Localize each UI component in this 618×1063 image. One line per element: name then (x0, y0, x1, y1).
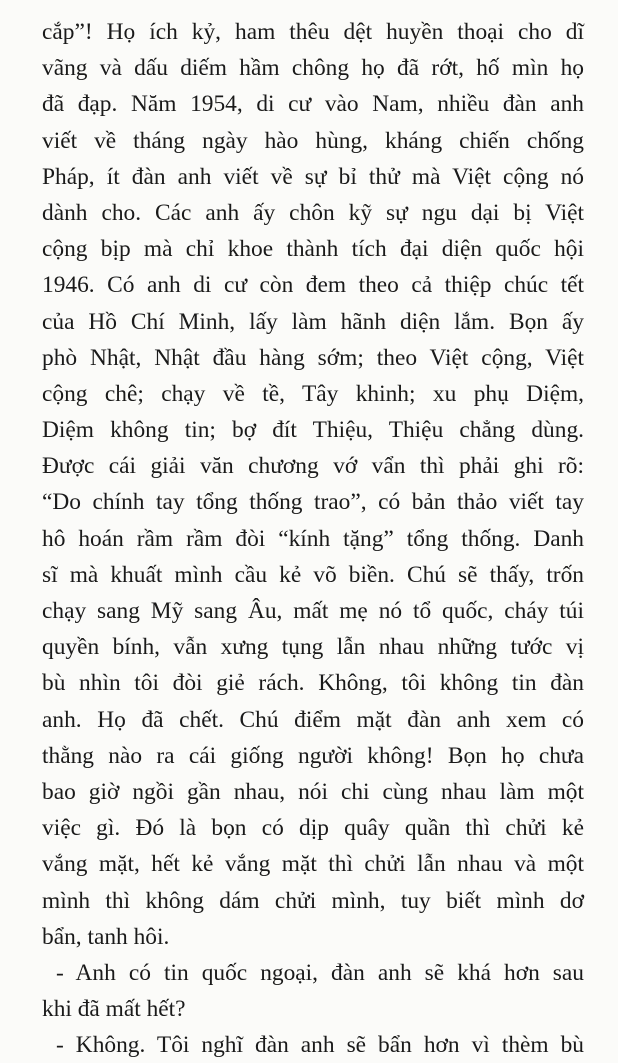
text-line: Diệm không tin; bợ đít Thiệu, Thiệu chẳng dùng. (42, 417, 584, 444)
text-line: quyền bính, vẫn xưng tụng lẫn nhau những tước vị (42, 634, 584, 661)
text-line: thằng nào ra cái giống người không! Bọn họ chưa (42, 742, 584, 769)
text-line: cắp”! Họ ích kỷ, ham thêu dệt huyền thoại cho dĩ (42, 19, 584, 45)
text-line: 1946. Có anh di cư còn đem theo cả thiệp chúc tết (42, 272, 584, 299)
text-line: Được cái giải văn chương vớ vẩn thì phải ghi rõ: (42, 453, 584, 480)
text-line: cộng bịp mà chỉ khoe thành tích đại diện quốc hội (42, 236, 584, 263)
text-line: dành cho. Các anh ấy chôn kỹ sự ngu dại bị Việt (42, 199, 584, 226)
text-line: hô hoán rầm rầm đòi “kính tặng” tổng thống. Danh (42, 525, 584, 552)
text-line: anh. Họ đã chết. Chú điểm mặt đàn anh xem có (42, 706, 584, 733)
text-line: vãng và dấu diếm hầm chông họ đã rớt, hố mìn họ (42, 55, 584, 82)
text-line: việc gì. Đó là bọn có dịp quây quần thì chửi kẻ (42, 815, 584, 842)
text-line: bao giờ ngồi gần nhau, nói chi cùng nhau làm một (42, 778, 584, 805)
text-line: cộng chê; chạy về tề, Tây khinh; xu phụ Diệm, (42, 380, 584, 407)
paragraph-end-line: bẩn, tanh hôi. (42, 923, 170, 950)
text-line: bù nhìn tôi đòi giẻ rách. Không, tôi không tin đàn (42, 670, 584, 697)
text-line: sĩ mà khuất mình cầu kẻ võ biền. Chú sẽ thấy, trốn (42, 561, 584, 588)
text-line: vắng mặt, hết kẻ vắng mặt thì chửi lẫn nhau và một (42, 851, 584, 878)
dialogue-line: - Không. Tôi nghĩ đàn anh sẽ bẩn hơn vì thèm bù (56, 1032, 584, 1059)
text-line: “Do chính tay tổng thống trao”, có bản thảo viết tay (42, 489, 584, 516)
text-line: phò Nhật, Nhật đầu hàng sớm; theo Việt cộng, Việt (42, 344, 584, 371)
text-line: chạy sang Mỹ sang Âu, mất mẹ nó tổ quốc, cháy túi (42, 598, 584, 624)
text-line: Pháp, ít đàn anh viết về sự bỉ thử mà Việt cộng nó (42, 163, 584, 190)
text-line: của Hồ Chí Minh, lấy làm hãnh diện lắm. Bọn ấy (42, 308, 584, 335)
dialogue-line: - Anh có tin quốc ngoại, đàn anh sẽ khá hơn sau (56, 959, 584, 986)
text-line: mình thì không dám chửi mình, tuy biết mình dơ (42, 887, 584, 914)
text-line: đã đạp. Năm 1954, di cư vào Nam, nhiều đàn anh (42, 91, 584, 118)
text-line: viết về tháng ngày hào hùng, kháng chiến chống (42, 127, 584, 154)
dialogue-end-line: khi đã mất hết? (42, 996, 186, 1023)
